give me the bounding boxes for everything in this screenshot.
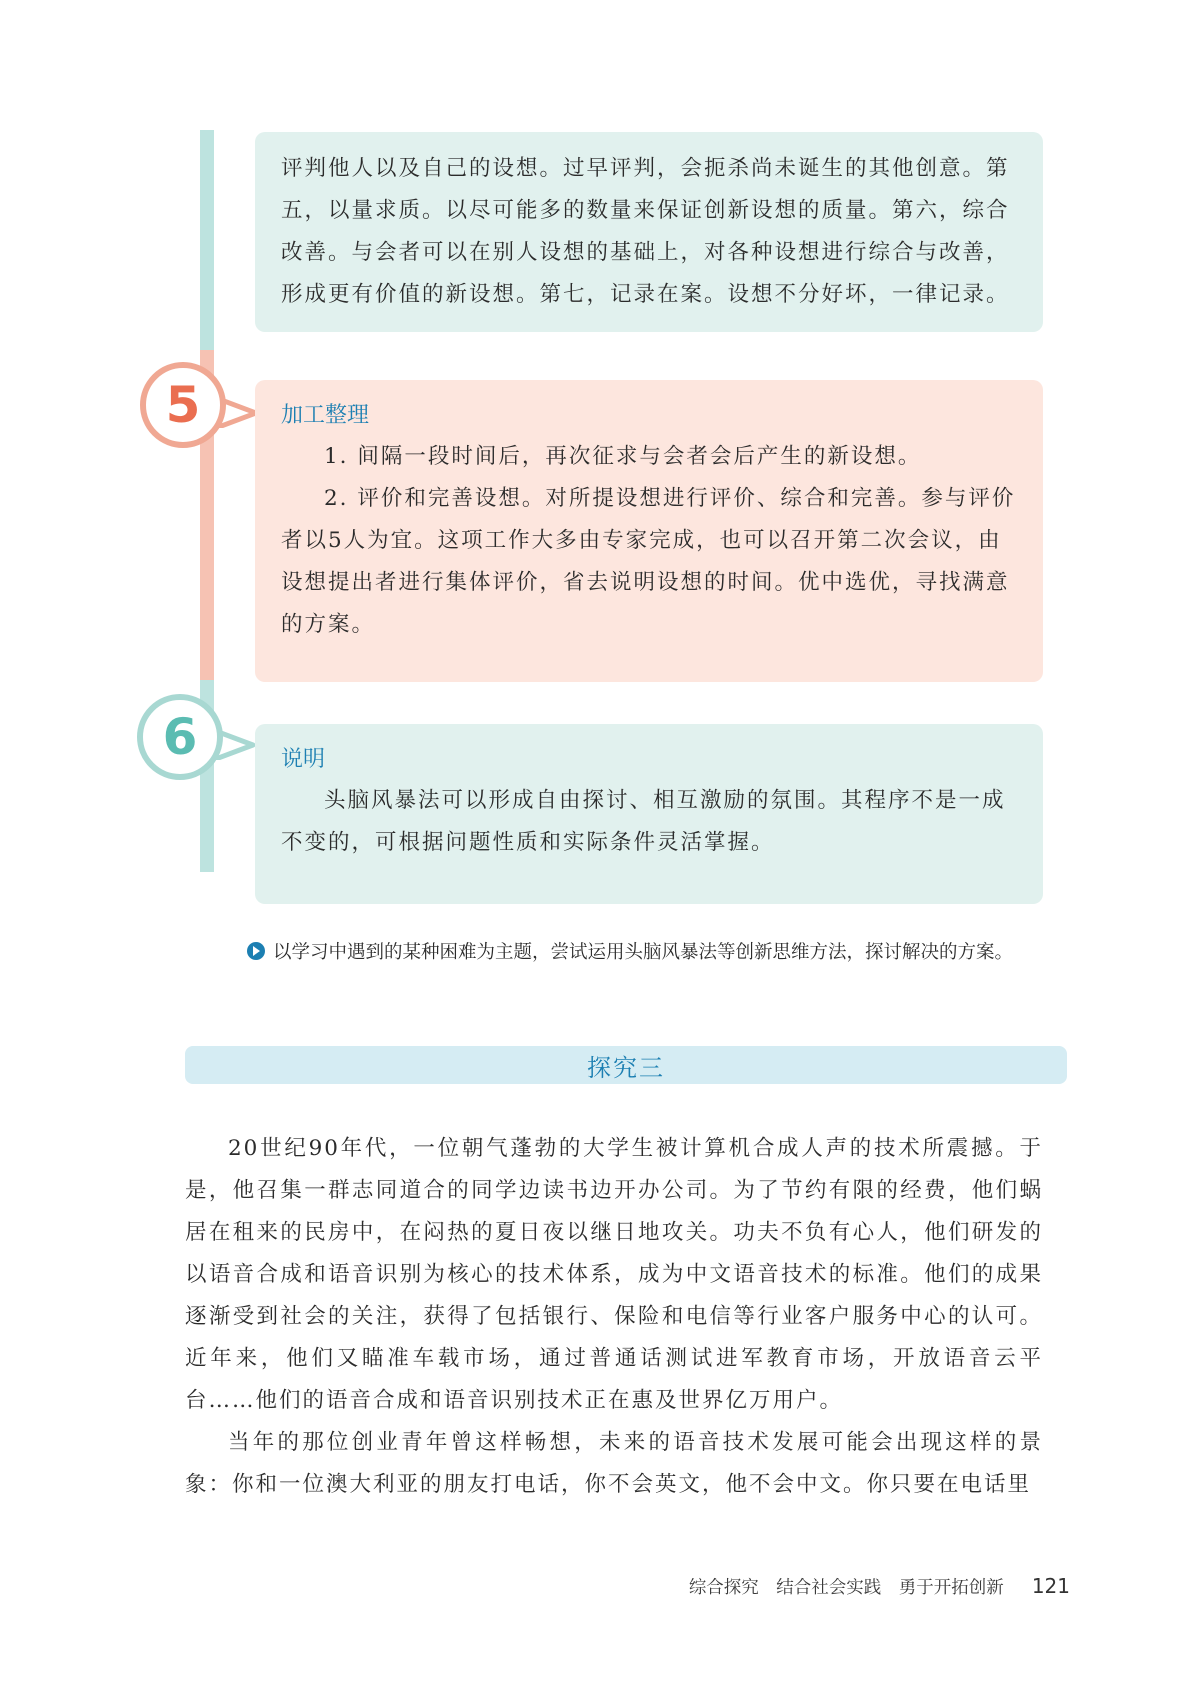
arrow-bullet-icon [247,942,265,960]
body-text [185,1128,1043,1506]
step6-number-badge [137,694,223,780]
section-banner [185,1046,1067,1084]
step5-number-badge [140,362,226,448]
timeline-bar-top [200,130,214,350]
step5-box [255,380,1043,682]
body-paragraph-2: 当年的那位创业青年曾这样畅想，未来的语音技术发展可能会出现这样的景象：你和一位澳大利亚的朋友打电话，你不会英文，他不会中文。你只要在电话里 [185,1430,1043,1497]
step4-box [255,132,1043,332]
body-paragraph-1: 20世纪90年代，一位朝气蓬勃的大学生被计算机合成人声的技术所震撼。于是，他召集一群志同道合的同学边读书边开办公司。为了节约有限的经费，他们蜗居在租来的民房中，在闷热的夏日夜以继日地攻关。功夫不负有心人，他们研发的以语音合成和语音识别为核心的技术体系，成为中文语音技术的标准。他们的成果逐渐受到社会的关注，获得了包括银行、保险和电信等行业客户服务中心的认可。近年来，他们又瞄准车载市场，通过普通话测试进军教育市场，开放语音云平台……他们的语音合成和语音识别技术正在惠及世界亿万用户。 [185,1136,1043,1413]
step6-box [255,724,1043,904]
section-title: 探究三 [587,1053,665,1082]
step4-text: 评判他人以及自己的设想。过早评判，会扼杀尚未诞生的其他创意。第五，以量求质。以尽可能多的数量来保证创新设想的质量。第六，综合改善。与会者可以在别人设想的基础上，对各种设想进行综合与改善，形成更有价值的新设想。第七，记录在案。设想不分好坏，一律记录。 [281,156,1010,307]
page-number: 121 [1031,1574,1070,1598]
activity-task [205,935,1035,971]
activity-task-text: 以学习中遇到的某种困难为主题，尝试运用头脑风暴法等创新思维方法，探讨解决的方案。 [273,942,1014,963]
step6-text: 头脑风暴法可以形成自由探讨、相互激励的氛围。其程序不是一成不变的，可根据问题性质和实际条件灵活掌握。 [281,788,1006,855]
step5-title: 加工整理 [281,403,370,428]
step5-number: 5 [165,376,201,434]
running-title: 综合探究 结合社会实践 勇于开拓创新 [688,1578,1004,1598]
step5-item-1: 1. 间隔一段时间后，再次征求与会者会后产生的新设想。 [324,444,922,469]
step6-number: 6 [162,708,198,766]
step5-item-2: 2. 评价和完善设想。对所提设想进行评价、综合和完善。参与评价者以5人为宜。这项工作大多由专家完成，也可以召开第二次会议，由设想提出者进行集体评价，省去说明设想的时间。优中选优，寻找满意的方案。 [281,486,1016,637]
page-footer [670,1574,1070,1599]
step6-title: 说明 [281,747,326,772]
